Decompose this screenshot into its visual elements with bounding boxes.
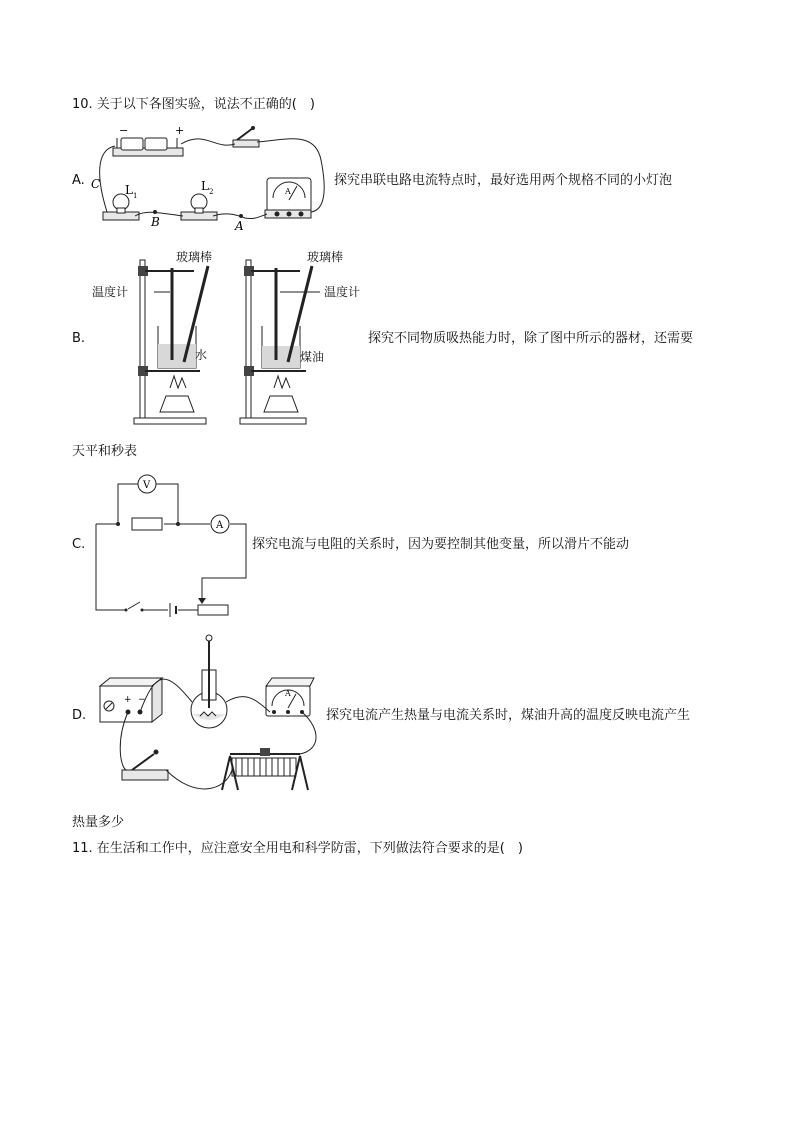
ammeter-label: A bbox=[216, 520, 224, 531]
switch-icon bbox=[233, 126, 259, 147]
point-a-label: A bbox=[235, 219, 244, 233]
burner-left-icon bbox=[160, 376, 194, 412]
battery-icon bbox=[113, 138, 183, 156]
option-d-letter: D. bbox=[72, 708, 87, 723]
ammeter-label: A bbox=[285, 187, 291, 196]
resistor-icon bbox=[132, 518, 162, 530]
series-circuit-figure bbox=[85, 120, 335, 235]
thermometer-left-label: 温度计 bbox=[92, 285, 129, 299]
switch-icon bbox=[125, 602, 144, 612]
ammeter-icon bbox=[265, 178, 311, 218]
option-a-text: 探究串联电路电流特点时，最好选用两个规格不同的小灯泡 bbox=[334, 173, 673, 188]
option-d-text-continued: 热量多少 bbox=[72, 815, 125, 830]
option-c-letter: C. bbox=[72, 537, 86, 552]
power-minus-label: − bbox=[138, 695, 146, 705]
option-b-text: 探究不同物质吸热能力时，除了图中所示的器材，还需要 bbox=[368, 331, 694, 346]
slider-icon bbox=[198, 598, 206, 604]
heat-absorption-figure bbox=[130, 248, 320, 428]
option-c-text: 探究电流与电阻的关系时，因为要控制其他变量，所以滑片不能动 bbox=[252, 537, 630, 552]
battery-plus-label: + bbox=[175, 124, 185, 137]
rheostat-icon bbox=[222, 748, 308, 790]
rheostat-icon bbox=[198, 605, 228, 615]
switch-icon bbox=[122, 750, 168, 781]
battery-icon bbox=[170, 603, 176, 617]
voltmeter-label: V bbox=[143, 480, 151, 491]
thermometer-right-label: 温度计 bbox=[324, 285, 361, 299]
question-10-stem: 10. 关于以下各图实验，说法不正确的( ) bbox=[72, 97, 315, 112]
glass-rod-right-label: 玻璃棒 bbox=[307, 250, 344, 264]
bulb-l1-label: L bbox=[125, 183, 133, 197]
heating-circuit-figure bbox=[96, 630, 326, 805]
glass-rod-left-label: 玻璃棒 bbox=[176, 250, 213, 264]
option-d-text: 探究电流产生热量与电流关系时，煤油升高的温度反映电流产生 bbox=[326, 708, 691, 723]
power-plus-label: + bbox=[124, 695, 132, 705]
svg-text:2: 2 bbox=[209, 188, 214, 196]
bulb-l2-label: L bbox=[201, 179, 209, 193]
water-label: 水 bbox=[195, 348, 208, 362]
option-a-letter: A. bbox=[72, 173, 85, 188]
point-b-label: B bbox=[151, 215, 160, 229]
svg-text:1: 1 bbox=[133, 192, 138, 200]
burner-right-icon bbox=[264, 376, 298, 412]
circuit-diagram-figure bbox=[90, 470, 255, 620]
ammeter-label: A bbox=[285, 689, 291, 698]
point-c-label: C bbox=[91, 177, 101, 191]
bulb-l2-icon bbox=[181, 194, 217, 220]
question-11-stem: 11. 在生活和工作中，应注意安全用电和科学防雷，下列做法符合要求的是( ) bbox=[72, 841, 523, 856]
option-b-letter: B. bbox=[72, 331, 86, 346]
battery-minus-label: − bbox=[119, 124, 129, 137]
option-b-text-continued: 天平和秒表 bbox=[72, 444, 138, 459]
kerosene-label: 煤油 bbox=[300, 350, 325, 364]
